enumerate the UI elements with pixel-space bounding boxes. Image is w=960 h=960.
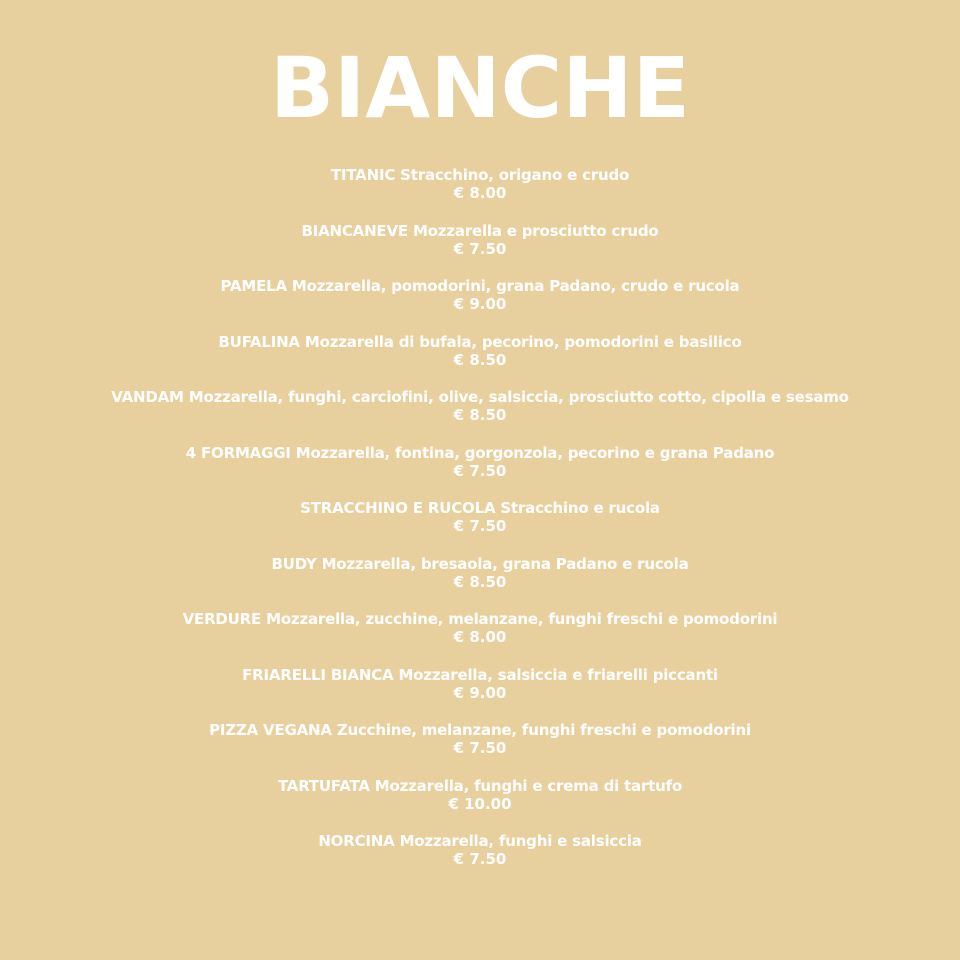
menu-item — [0, 166, 960, 222]
item-price: € 8.50 — [453, 572, 507, 591]
item-price: € 8.00 — [453, 628, 507, 646]
item-line — [0, 166, 960, 185]
item-line — [0, 388, 960, 407]
item-price: € 9.00 — [453, 295, 507, 313]
menu-item — [0, 499, 960, 555]
item-ingredients: Stracchino, origano e crudo — [400, 166, 630, 184]
item-name: BUFALINA — [218, 332, 300, 351]
item-name: 4 FORMAGGI — [185, 443, 291, 462]
item-price: € 10.00 — [448, 794, 512, 813]
item-line — [0, 610, 960, 629]
item-name: BIANCANEVE — [301, 221, 408, 240]
item-price: € 8.00 — [453, 184, 507, 202]
item-line — [0, 277, 960, 296]
item-ingredients: Mozzarella, funghi e crema di tartufo — [374, 776, 683, 795]
item-name: VERDURE — [182, 610, 262, 628]
item-name: NORCINA — [318, 832, 395, 850]
item-price: € 8.50 — [453, 350, 507, 369]
item-line — [0, 721, 960, 740]
item-ingredients: Mozzarella, funghi e salsiccia — [399, 832, 642, 850]
item-ingredients: Mozzarella, funghi, carciofini, olive, salsiccia, prosciutto cotto, cipolla e sesamo — [188, 388, 849, 406]
menu-item — [0, 333, 960, 389]
item-line — [0, 444, 960, 463]
item-ingredients: Zucchine, melanzane, funghi freschi e pomodorini — [336, 721, 751, 739]
item-name: FRIARELLI BIANCA — [242, 665, 394, 684]
menu-item — [0, 388, 960, 444]
item-price: € 8.50 — [453, 406, 507, 424]
menu-item — [0, 610, 960, 666]
menu-item — [0, 444, 960, 500]
item-price: € 7.50 — [453, 517, 507, 535]
item-line — [0, 555, 960, 574]
menu-item — [0, 555, 960, 611]
item-ingredients: Stracchino e rucola — [500, 499, 660, 517]
menu-list — [0, 166, 960, 888]
item-name: PAMELA — [220, 277, 287, 295]
item-name: STRACCHINO E RUCOLA — [300, 499, 496, 517]
menu-item — [0, 277, 960, 333]
item-ingredients: Mozzarella di bufala, pecorino, pomodorini e basilico — [304, 332, 742, 351]
item-line — [0, 777, 960, 796]
item-price: € 7.50 — [453, 850, 507, 868]
item-line — [0, 832, 960, 851]
item-name: TARTUFATA — [277, 776, 370, 795]
page-title: BIANCHE — [270, 39, 690, 137]
item-price: € 7.50 — [453, 239, 507, 258]
item-ingredients: Mozzarella, pomodorini, grana Padano, crudo e rucola — [291, 277, 740, 295]
item-name: PIZZA VEGANA — [209, 721, 332, 739]
item-name: VANDAM — [111, 388, 184, 406]
item-ingredients: Mozzarella, bresaola, grana Padano e rucola — [321, 554, 689, 573]
item-ingredients: Mozzarella, salsiccia e friarelli piccanti — [398, 665, 718, 684]
item-ingredients: Mozzarella, fontina, gorgonzola, pecorino e grana Padano — [295, 443, 775, 462]
item-line — [0, 666, 960, 685]
item-price: € 9.00 — [453, 683, 507, 702]
item-line — [0, 222, 960, 241]
menu-item — [0, 222, 960, 278]
menu-item — [0, 777, 960, 833]
item-ingredients: Mozzarella, zucchine, melanzane, funghi freschi e pomodorini — [266, 610, 778, 628]
item-name: TITANIC — [330, 166, 396, 184]
menu-item — [0, 832, 960, 888]
item-ingredients: Mozzarella e prosciutto crudo — [412, 221, 659, 240]
item-line — [0, 333, 960, 352]
item-line — [0, 499, 960, 518]
menu-item — [0, 666, 960, 722]
item-price: € 7.50 — [453, 739, 507, 757]
item-name: BUDY — [271, 554, 317, 573]
menu-item — [0, 721, 960, 777]
item-price: € 7.50 — [453, 461, 507, 480]
